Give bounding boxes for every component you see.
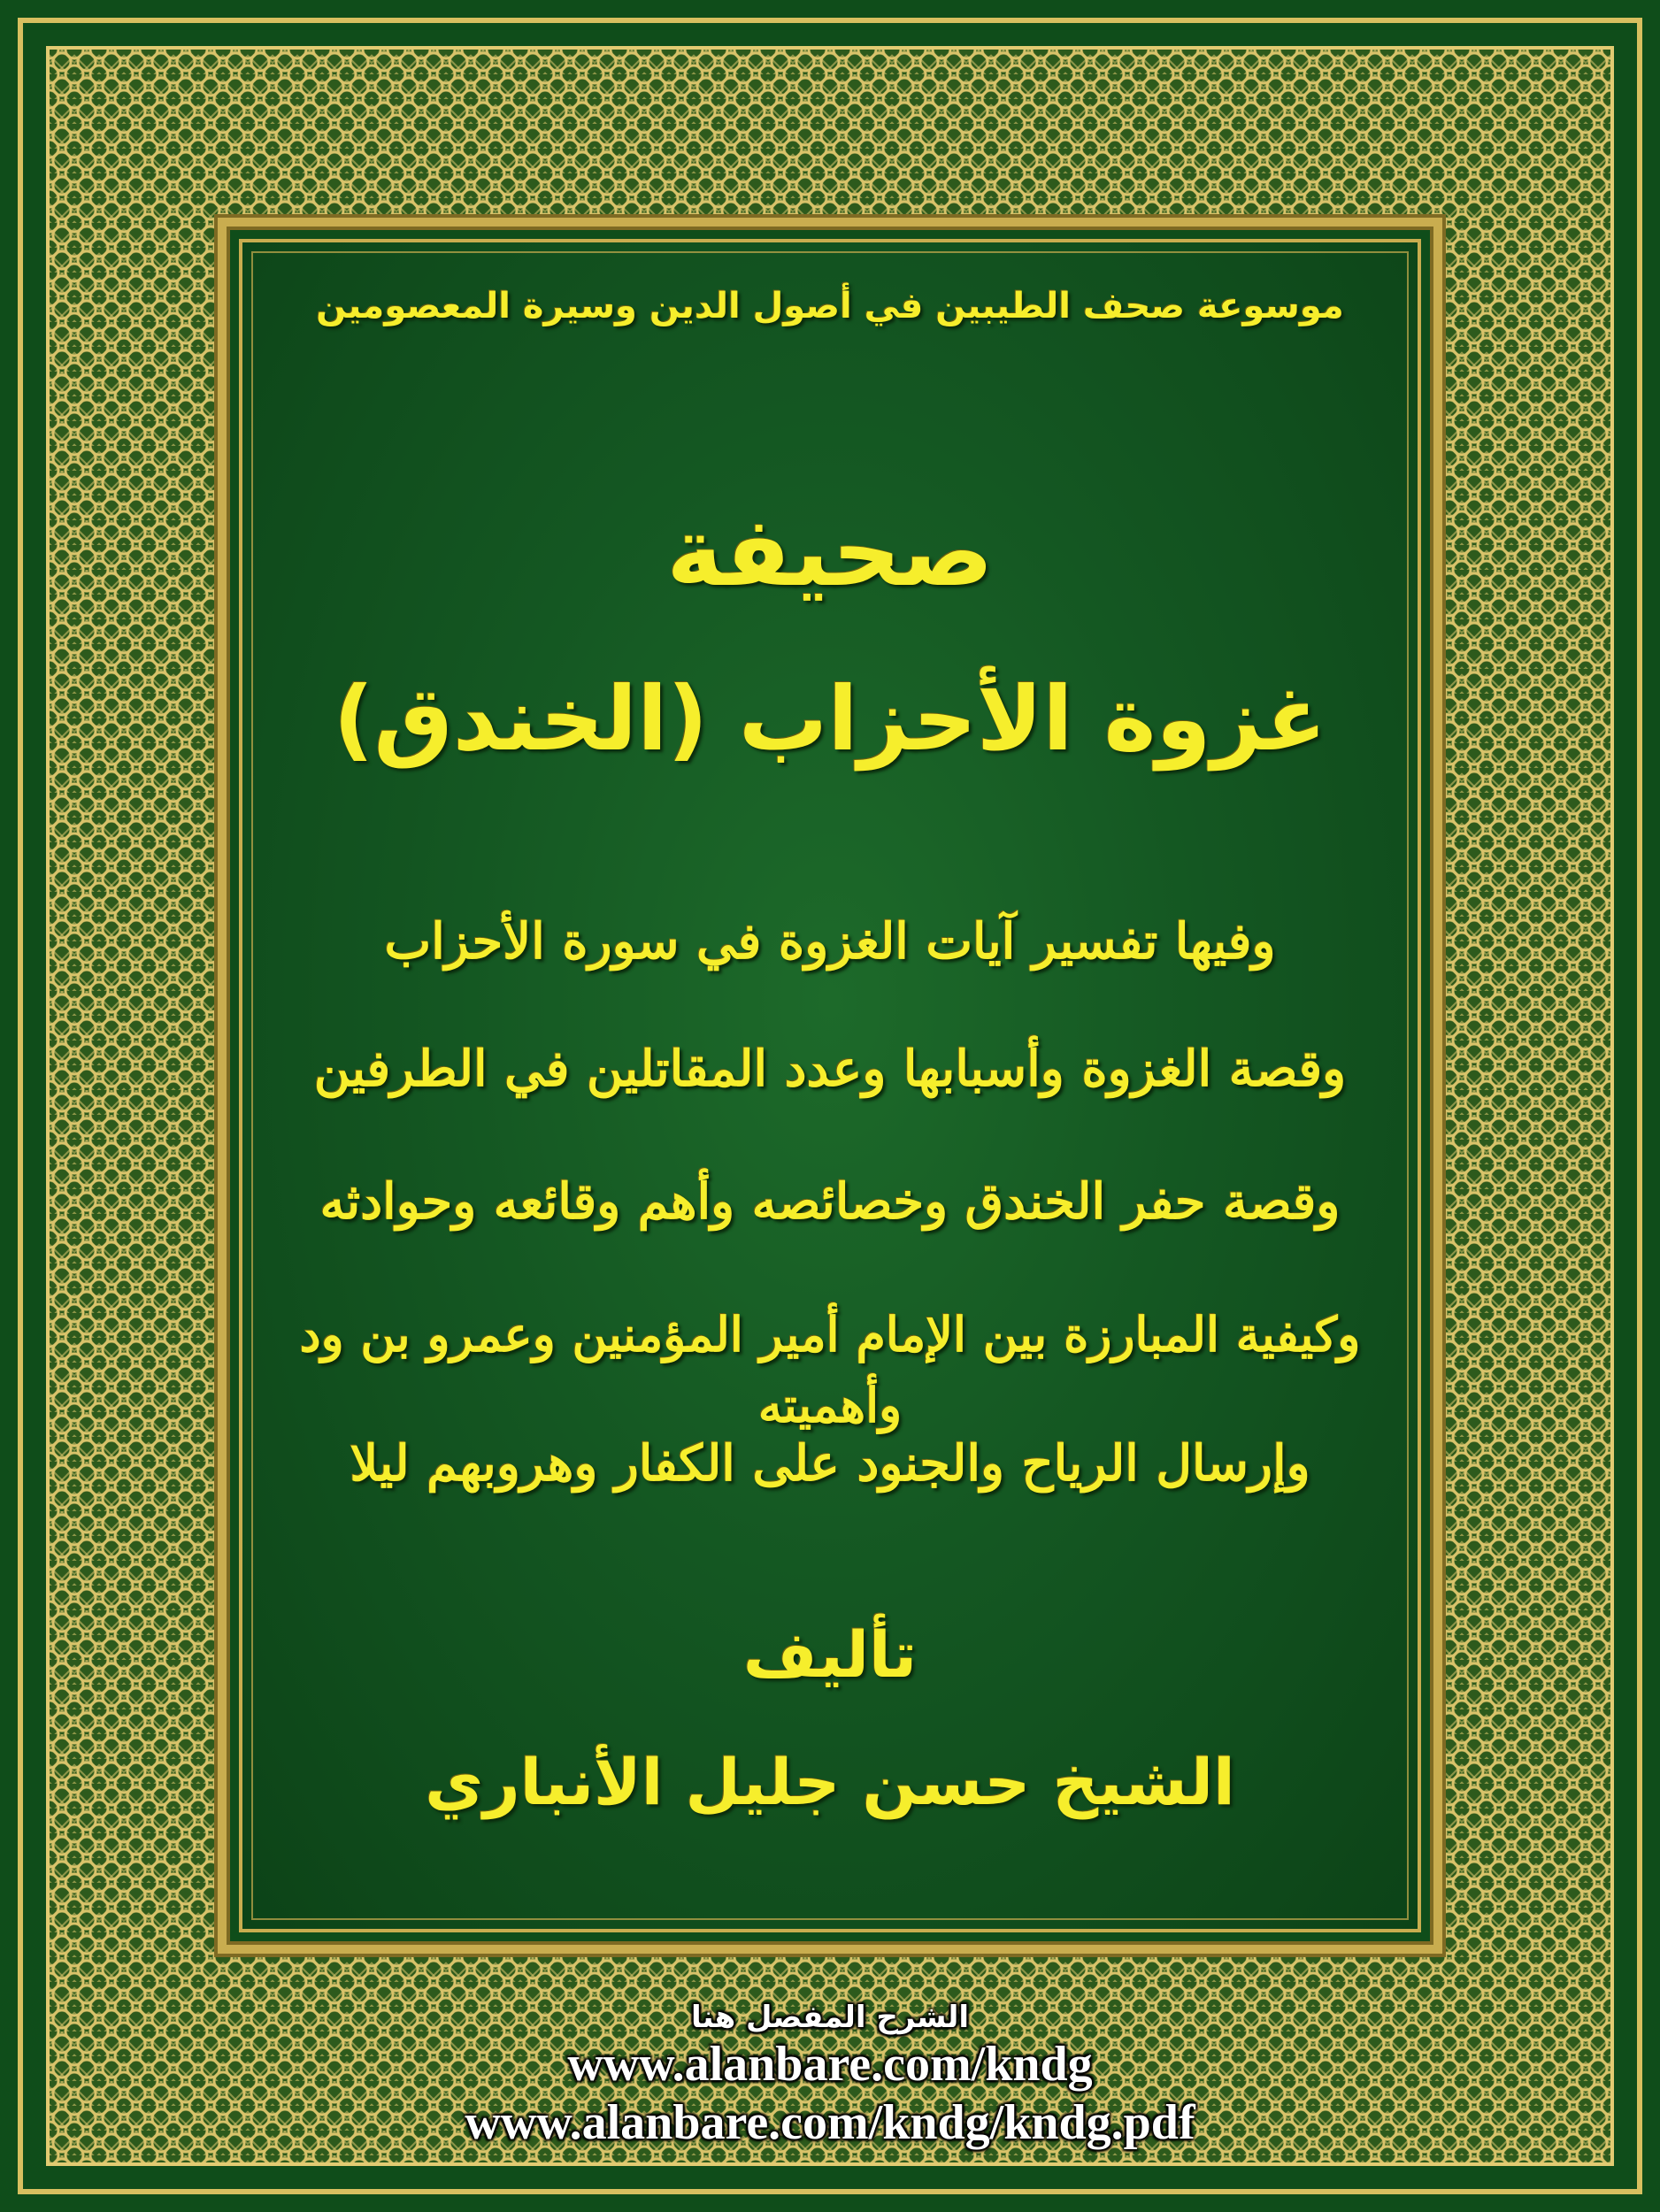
book-title-line1: صحيفة xyxy=(666,497,994,608)
footer-pdf-link[interactable]: www.alanbare.com/kndg/kndg.pdf xyxy=(465,2095,1195,2150)
description-line: وقصة الغزوة وأسبابها وعدد المقاتلين في الطرفين xyxy=(313,1040,1347,1098)
description-line: وقصة حفر الخندق وخصائصه وأهم وقائعه وحوادثه xyxy=(319,1172,1341,1231)
author-label: تأليف xyxy=(742,1617,918,1692)
description-line: وفيها تفسير آيات الغزوة في سورة الأحزاب xyxy=(384,912,1276,971)
series-title: موسوعة صحف الطيبين في أصول الدين وسيرة المعصومين xyxy=(316,286,1344,326)
footer-label: الشرح المفصل هنا xyxy=(690,2000,970,2035)
footer-link[interactable]: www.alanbare.com/kndg xyxy=(567,2037,1093,2092)
author-name: الشيخ حسن جليل الأنباري xyxy=(425,1745,1235,1819)
book-title-line2: غزوة الأحزاب (الخندق) xyxy=(333,667,1327,771)
description-line: وكيفية المبارزة بين الإمام أمير المؤمنين وعمرو بن ود وأهميته xyxy=(299,1306,1361,1433)
description-line: وإرسال الرياح والجنود على الكفار وهروبهم ليلا xyxy=(350,1434,1310,1493)
